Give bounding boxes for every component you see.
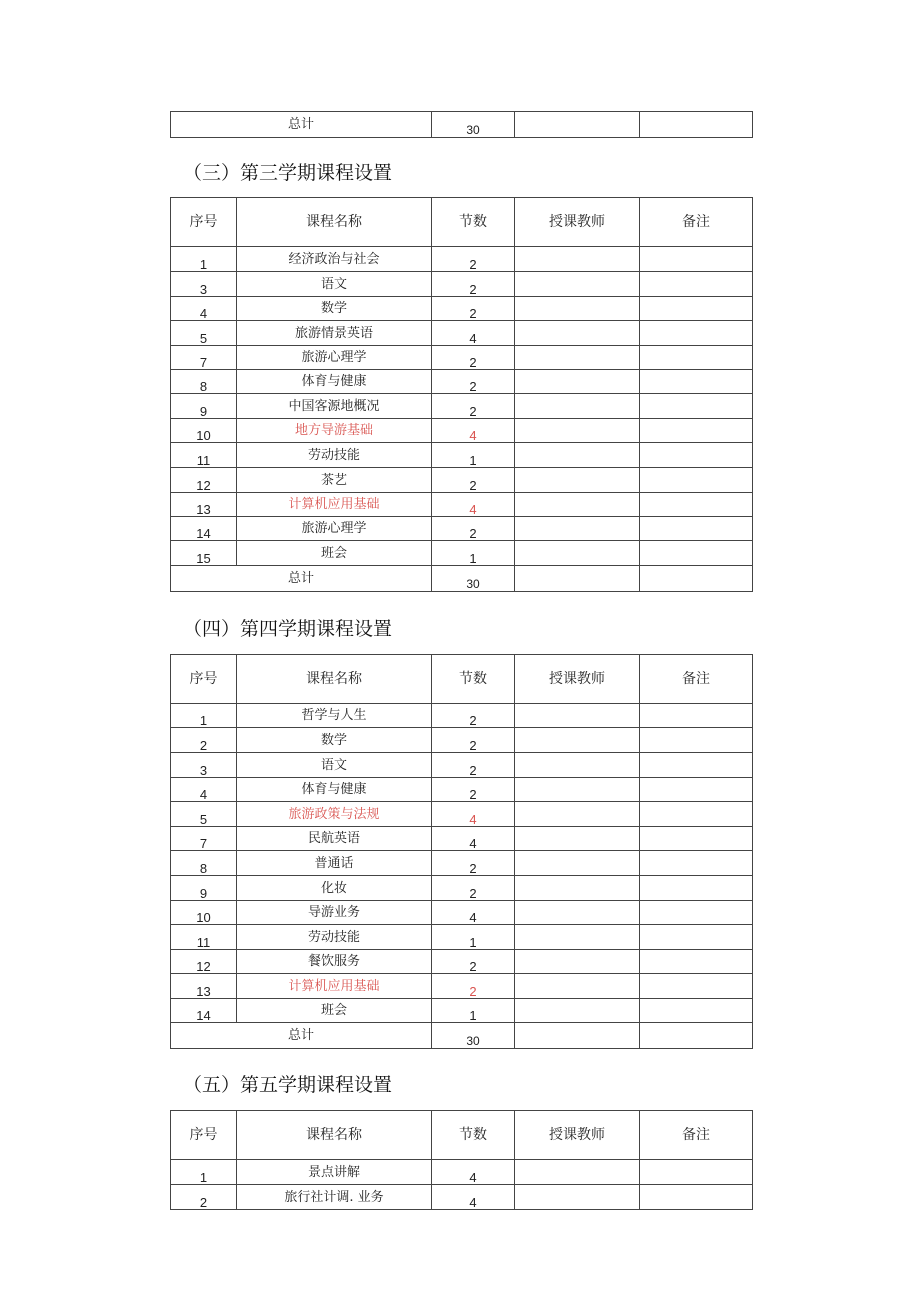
note-cell — [640, 112, 753, 138]
header-note: 备注 — [640, 1111, 753, 1160]
note-cell — [640, 394, 753, 419]
teacher-cell — [515, 827, 640, 851]
table-row — [171, 753, 753, 778]
course-name: 经济政治与社会 — [237, 247, 432, 272]
row-index: 7 — [171, 346, 237, 370]
teacher-cell — [515, 346, 640, 370]
table-row — [171, 950, 753, 974]
table-row — [171, 1185, 753, 1210]
course-name: 计算机应用基础 — [237, 493, 432, 517]
course-name: 体育与健康 — [237, 370, 432, 394]
course-hours: 4 — [432, 419, 515, 443]
total-row — [171, 566, 753, 592]
total-hours: 30 — [432, 112, 515, 138]
row-index: 11 — [171, 443, 237, 468]
row-index: 9 — [171, 876, 237, 901]
course-table-term4 — [170, 654, 753, 1049]
course-hours: 2 — [432, 753, 515, 778]
table-row — [171, 272, 753, 297]
header-note: 备注 — [640, 655, 753, 704]
teacher-cell — [515, 443, 640, 468]
total-row — [171, 1023, 753, 1049]
course-hours: 4 — [432, 1160, 515, 1185]
course-name: 班会 — [237, 541, 432, 566]
table-row — [171, 901, 753, 925]
table-row — [171, 704, 753, 728]
table-row — [171, 541, 753, 566]
note-cell — [640, 999, 753, 1023]
note-cell — [640, 1185, 753, 1210]
row-index: 8 — [171, 370, 237, 394]
teacher-cell — [515, 704, 640, 728]
table-row — [171, 297, 753, 321]
section-title-term4: （四）第四学期课程设置 — [183, 618, 393, 640]
course-name: 劳动技能 — [237, 443, 432, 468]
row-index: 14 — [171, 999, 237, 1023]
note-cell — [640, 827, 753, 851]
header-course-name: 课程名称 — [237, 198, 432, 247]
header-row — [171, 655, 753, 704]
course-hours: 2 — [432, 346, 515, 370]
note-cell — [640, 493, 753, 517]
course-hours: 4 — [432, 901, 515, 925]
table-row — [171, 876, 753, 901]
header-index: 序号 — [171, 1111, 237, 1160]
note-cell — [640, 802, 753, 827]
table-row — [171, 346, 753, 370]
teacher-cell — [515, 112, 640, 138]
note-cell — [640, 753, 753, 778]
course-hours: 4 — [432, 321, 515, 346]
header-row — [171, 198, 753, 247]
row-index: 5 — [171, 802, 237, 827]
teacher-cell — [515, 566, 640, 592]
course-name: 体育与健康 — [237, 778, 432, 802]
course-name: 旅游政策与法规 — [237, 802, 432, 827]
course-hours: 2 — [432, 876, 515, 901]
total-row — [171, 112, 753, 138]
note-cell — [640, 1023, 753, 1049]
course-hours: 2 — [432, 468, 515, 493]
course-hours: 2 — [432, 851, 515, 876]
total-hours: 30 — [432, 566, 515, 592]
row-index: 14 — [171, 517, 237, 541]
course-name: 普通话 — [237, 851, 432, 876]
note-cell — [640, 370, 753, 394]
note-cell — [640, 1160, 753, 1185]
table-row — [171, 443, 753, 468]
row-index: 2 — [171, 728, 237, 753]
table-row — [171, 778, 753, 802]
course-hours: 1 — [432, 443, 515, 468]
course-hours: 2 — [432, 950, 515, 974]
note-cell — [640, 297, 753, 321]
teacher-cell — [515, 1160, 640, 1185]
teacher-cell — [515, 517, 640, 541]
table-row — [171, 802, 753, 827]
note-cell — [640, 778, 753, 802]
teacher-cell — [515, 370, 640, 394]
row-index: 3 — [171, 753, 237, 778]
total-label: 总计 — [171, 1023, 432, 1049]
course-name: 计算机应用基础 — [237, 974, 432, 999]
row-index: 1 — [171, 704, 237, 728]
course-name: 导游业务 — [237, 901, 432, 925]
row-index: 1 — [171, 1160, 237, 1185]
course-name: 数学 — [237, 297, 432, 321]
row-index: 12 — [171, 950, 237, 974]
note-cell — [640, 728, 753, 753]
teacher-cell — [515, 999, 640, 1023]
note-cell — [640, 704, 753, 728]
teacher-cell — [515, 728, 640, 753]
teacher-cell — [515, 321, 640, 346]
row-index: 13 — [171, 493, 237, 517]
header-course-name: 课程名称 — [237, 1111, 432, 1160]
header-note: 备注 — [640, 198, 753, 247]
course-name: 旅行社计调. 业务 — [237, 1185, 432, 1210]
course-hours: 2 — [432, 517, 515, 541]
course-hours: 2 — [432, 728, 515, 753]
course-name: 语文 — [237, 753, 432, 778]
row-index: 9 — [171, 394, 237, 419]
teacher-cell — [515, 778, 640, 802]
teacher-cell — [515, 1185, 640, 1210]
header-course-name: 课程名称 — [237, 655, 432, 704]
teacher-cell — [515, 272, 640, 297]
teacher-cell — [515, 901, 640, 925]
note-cell — [640, 346, 753, 370]
course-name: 哲学与人生 — [237, 704, 432, 728]
row-index: 3 — [171, 272, 237, 297]
note-cell — [640, 950, 753, 974]
row-index: 8 — [171, 851, 237, 876]
course-name: 数学 — [237, 728, 432, 753]
teacher-cell — [515, 802, 640, 827]
note-cell — [640, 272, 753, 297]
teacher-cell — [515, 753, 640, 778]
table-row — [171, 370, 753, 394]
table-row — [171, 321, 753, 346]
table-row — [171, 1160, 753, 1185]
header-row — [171, 1111, 753, 1160]
teacher-cell — [515, 247, 640, 272]
note-cell — [640, 541, 753, 566]
note-cell — [640, 974, 753, 999]
teacher-cell — [515, 950, 640, 974]
row-index: 5 — [171, 321, 237, 346]
course-name: 茶艺 — [237, 468, 432, 493]
note-cell — [640, 876, 753, 901]
teacher-cell — [515, 925, 640, 950]
teacher-cell — [515, 851, 640, 876]
note-cell — [640, 443, 753, 468]
header-index: 序号 — [171, 198, 237, 247]
course-name: 餐饮服务 — [237, 950, 432, 974]
table-row — [171, 468, 753, 493]
note-cell — [640, 321, 753, 346]
row-index: 13 — [171, 974, 237, 999]
header-index: 序号 — [171, 655, 237, 704]
note-cell — [640, 419, 753, 443]
prev-total-table — [170, 111, 753, 138]
note-cell — [640, 517, 753, 541]
total-hours: 30 — [432, 1023, 515, 1049]
note-cell — [640, 566, 753, 592]
teacher-cell — [515, 876, 640, 901]
row-index: 10 — [171, 901, 237, 925]
table-row — [171, 925, 753, 950]
course-hours: 2 — [432, 297, 515, 321]
course-hours: 2 — [432, 394, 515, 419]
row-index: 1 — [171, 247, 237, 272]
course-name: 地方导游基础 — [237, 419, 432, 443]
note-cell — [640, 925, 753, 950]
row-index: 10 — [171, 419, 237, 443]
table-row — [171, 999, 753, 1023]
course-name: 旅游心理学 — [237, 517, 432, 541]
teacher-cell — [515, 468, 640, 493]
course-hours: 2 — [432, 704, 515, 728]
table-row — [171, 517, 753, 541]
course-table-term3 — [170, 197, 753, 592]
course-hours: 2 — [432, 247, 515, 272]
course-hours: 2 — [432, 370, 515, 394]
course-name: 旅游心理学 — [237, 346, 432, 370]
course-hours: 2 — [432, 778, 515, 802]
row-index: 2 — [171, 1185, 237, 1210]
course-hours: 4 — [432, 802, 515, 827]
header-teacher: 授课教师 — [515, 1111, 640, 1160]
teacher-cell — [515, 541, 640, 566]
course-hours: 1 — [432, 541, 515, 566]
table-row — [171, 419, 753, 443]
course-hours: 4 — [432, 1185, 515, 1210]
row-index: 4 — [171, 778, 237, 802]
row-index: 7 — [171, 827, 237, 851]
course-name: 景点讲解 — [237, 1160, 432, 1185]
header-hours: 节数 — [432, 655, 515, 704]
course-hours: 1 — [432, 999, 515, 1023]
course-name: 旅游情景英语 — [237, 321, 432, 346]
teacher-cell — [515, 974, 640, 999]
header-hours: 节数 — [432, 1111, 515, 1160]
table-row — [171, 493, 753, 517]
course-hours: 4 — [432, 827, 515, 851]
teacher-cell — [515, 394, 640, 419]
course-hours: 2 — [432, 272, 515, 297]
course-name: 化妆 — [237, 876, 432, 901]
row-index: 15 — [171, 541, 237, 566]
course-name: 劳动技能 — [237, 925, 432, 950]
table-row — [171, 974, 753, 999]
total-label: 总计 — [171, 566, 432, 592]
course-name: 语文 — [237, 272, 432, 297]
table-row — [171, 394, 753, 419]
course-table-term5 — [170, 1110, 753, 1210]
section-title-term5: （五）第五学期课程设置 — [183, 1074, 393, 1096]
course-hours: 4 — [432, 493, 515, 517]
total-label: 总计 — [171, 112, 432, 138]
note-cell — [640, 851, 753, 876]
header-teacher: 授课教师 — [515, 198, 640, 247]
teacher-cell — [515, 1023, 640, 1049]
note-cell — [640, 247, 753, 272]
row-index: 12 — [171, 468, 237, 493]
course-name: 班会 — [237, 999, 432, 1023]
course-name: 中国客源地概况 — [237, 394, 432, 419]
course-hours: 1 — [432, 925, 515, 950]
row-index: 11 — [171, 925, 237, 950]
note-cell — [640, 468, 753, 493]
header-hours: 节数 — [432, 198, 515, 247]
teacher-cell — [515, 419, 640, 443]
row-index: 4 — [171, 297, 237, 321]
header-teacher: 授课教师 — [515, 655, 640, 704]
course-hours: 2 — [432, 974, 515, 999]
teacher-cell — [515, 297, 640, 321]
table-row — [171, 728, 753, 753]
note-cell — [640, 901, 753, 925]
course-name: 民航英语 — [237, 827, 432, 851]
teacher-cell — [515, 493, 640, 517]
section-title-term3: （三）第三学期课程设置 — [183, 162, 393, 184]
table-row — [171, 247, 753, 272]
table-row — [171, 851, 753, 876]
table-row — [171, 827, 753, 851]
